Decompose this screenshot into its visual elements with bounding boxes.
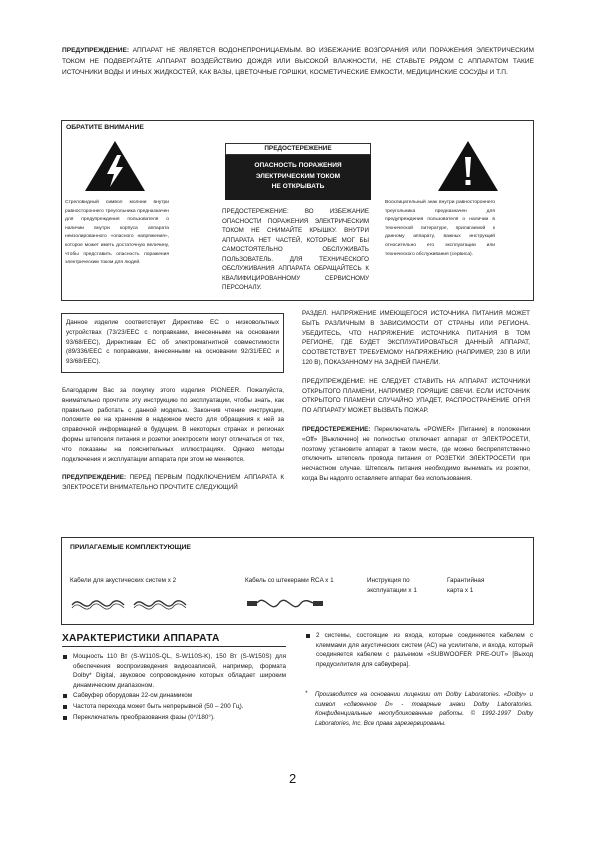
first-connection-warning-text: ПЕРЕД ПЕРВЫМ ПОДКЛЮЧЕНИЕМ АППАРАТА К ЭЛЕКТРОСЕТИ ВНИМАТЕЛЬНО ПРОЧТИТЕ СЛЕДУЮЩИЙ (62, 474, 284, 492)
warranty-card-line-2: карта х 1 (447, 586, 474, 594)
caution-danger-line-1: ОПАСНОСТЬ ПОРАЖЕНИЯ (254, 162, 342, 169)
specs-title: ХАРАКТЕРИСТИКИ АППАРАТА (62, 633, 220, 644)
specs-divider (62, 646, 286, 647)
open-flame-warning: ПРЕДУПРЕЖДЕНИЕ: НЕ СЛЕДУЕТ СТАВИТЬ НА АППАРАТ ИСТОЧНИКИ ОТКРЫТОГО ПЛАМЕНИ, НАПРИМЕР, ГОРЯЩИЕ СВЕЧИ. ЕСЛИ ИСТОЧНИК ОТКРЫТОГО ПЛАМЕНИ СЛУЧАЙНО УПАДЕТ, РАСПРОСТРАНЕНИЕ ОГНЯ ПО АППАРАТУ МОЖЕТ ВЫЗВАТЬ ПОЖАР. (302, 377, 530, 415)
top-warning-label: ПРЕДУПРЕЖДЕНИЕ: (62, 47, 130, 54)
first-connection-warning-label: ПРЕДУПРЕЖДЕНИЕ: (62, 474, 127, 482)
caution-title: ПРЕДОСТЕРЕЖЕНИЕ (225, 143, 371, 155)
speaker-cable-illustration (70, 593, 190, 620)
left-column (62, 386, 284, 493)
caution-danger-line-2: ЭЛЕКТРИЧЕСКИМ ТОКОМ (255, 172, 341, 180)
spec-item: Сабвуфер оборудован 22-см динамиком (62, 691, 286, 701)
spec-item: 2 системы, состоящие из входа, которые соединяется кабелем с клеммами для акустических систем (AC) на усилителе, и входа, который соединяется кабелем с разъемом «SUBWOOFER PRE-OUT» [Выход предусилителя для сабвуфера]. (305, 631, 533, 669)
ec-directive-box: Данное изделие соответствует Директиве ЕС о низковольтных устройствах (73/23/EEC с поправками, внесенными на основании 93/68/EEC), Директивам ЕС об электромагнитной совместимости (89/336/EEC с поправками, внесенными на основании 92/31/EEC и 93/68/EEC). (61, 313, 284, 373)
instruction-manual-line-2: эксплуатации х 1 (367, 586, 417, 594)
warranty-card-label (447, 576, 507, 595)
footnote-marker: * (305, 690, 308, 697)
power-switch-caution-label: ПРЕДОСТЕРЕЖЕНИЕ: (302, 425, 371, 433)
exclamation-warning-icon (436, 139, 500, 198)
power-switch-caution-text: Переключатель «POWER» [Питание] в положении «Off» [Выключено] не полностью отключает аппарат от ЭЛЕКТРОСЕТИ, поэтому установите аппарат в таком месте, где можно беспрепятственно отключить штепсель провода питания от РОЗЕТКИ ЭЛЕКТРОСЕТИ при несчастном случае. Штепсель питания необходимо вынимать из розетки, когда Вы надолго оставляете аппарат без использования. (302, 425, 530, 482)
speaker-cables-label: Кабели для акустических систем х 2 (70, 577, 177, 584)
attention-title: ОБРАТИТЕ ВНИМАНИЕ (66, 124, 144, 131)
thanks-paragraph: Благодарим Вас за покупку этого изделия PIONEER. Пожалуйста, внимательно прочтите эту инструкцию по эксплуатации, чтобы знать, как правильно работать с данной моделью. Закончив чтение инструкции, положите ее на хранение в надежное место для обращения к ней за справочной информацией в будущем. В некоторых странах и регионах формы штепселя питания и розетки электросети могут отличаться от тех, что показаны на пояснительных иллюстрациях. Однако методы подключения и эксплуатации аппарата при этом не меняются. (62, 387, 284, 463)
exclamation-explanation: Восклицательный знак внутри равностороннего треугольника предназначен для предупреждения пользователя о наличии в технической литературе, прилагаемой к данному аппарату, важных инструкций относительно его эксплуатации или технического обслуживания (сервиса). (385, 200, 495, 257)
attention-box (61, 120, 534, 301)
top-warning (62, 45, 534, 78)
instruction-manual-line-1: Инструкция по (367, 577, 410, 584)
dolby-footnote: Производится на основании лицензии от Dolby Laboratories. «Dolby» и символ «сдвоенное D» - товарные знаки Dolby Laboratories. Конфиденциальные неопубликованные работы. © 1992-1997 Dolby Laboratories, Inc. Все права зарезервированы. (315, 691, 533, 727)
first-connection-warning (62, 473, 284, 493)
power-switch-caution (302, 425, 530, 484)
accessories-box (61, 537, 534, 625)
right-column (302, 309, 530, 493)
caution-text: ПРЕДОСТЕРЕЖЕНИЕ: ВО ИЗБЕЖАНИЕ ОПАСНОСТИ ПОРАЖЕНИЯ ЭЛЕКТРИЧЕСКИМ ТОКОМ НЕ СНИМАЙТЕ КРЫШКУ. ВНУТРИ АППАРАТА НЕТ ЧАСТЕЙ, КОТОРЫЕ МОГ БЫ САМОСТОЯТЕЛЬНО ОБСЛУЖИВАТЬ ПОЛЬЗОВАТЕЛЬ. ДЛЯ ТЕХНИЧЕСКОГО ОБСЛУЖИВАНИЯ АППАРАТА ОБРАЩАЙТЕСЬ К КВАЛИФИЦИРОВАННОМУ СЕРВИСНОМУ ПЕРСОНАЛУ. (222, 208, 369, 291)
rca-cable-label: Кабель со штекерами RCA х 1 (245, 577, 334, 584)
caution-danger-label (225, 155, 371, 200)
top-warning-text: АППАРАТ НЕ ЯВЛЯЕТСЯ ВОДОНЕПРОНИЦАЕМЫМ. ВО ИЗБЕЖАНИЕ ВОЗГОРАНИЯ ИЛИ ПОРАЖЕНИЯ ЭЛЕКТРИЧЕСКИМ ТОКОМ НЕ ПОДВЕРГАЙТЕ АППАРАТ ВОЗДЕЙСТВИЮ ДОЖДЯ ИЛИ ВЫСОКОЙ ВЛАЖНОСТИ, НЕ СТАВЬТЕ РЯДОМ С АППАРАТОМ ТАКИЕ ИСТОЧНИКИ ВОДЫ И ИНЫХ ЖИДКОСТЕЙ, КАК ВАЗЫ, ЦВЕТОЧНЫЕ ГОРШКИ, КОСМЕТИЧЕСКИЕ ЕМКОСТИ, МЕДИЦИНСКИЕ СОСУДЫ И Т.П. (62, 47, 534, 76)
accessories-title: ПРИЛАГАЕМЫЕ КОМПЛЕКТУЮЩИЕ (70, 544, 191, 551)
specs-right-list (305, 631, 533, 670)
spec-item: Мощность 110 Вт (S-W110S-QL, S-W110S-K), 150 Вт (S-W150S) для обеспечения воспроизведения видеозаписей, например, формата Dolby* Digital, звуковое сопровождение которых обладает широким динамическим диапазоном. (62, 652, 286, 690)
spec-item: Переключатель преобразования фазы (0°/180°). (62, 713, 286, 723)
specs-list (62, 652, 286, 723)
instruction-manual-label (367, 576, 427, 595)
page-number: 2 (289, 771, 297, 786)
spec-item: Частота перехода может быть непрерывной (50 – 200 Гц). (62, 702, 286, 712)
voltage-paragraph: РАЗДЕЛ. НАПРЯЖЕНИЕ ИМЕЮЩЕГОСЯ ИСТОЧНИКА ПИТАНИЯ МОЖЕТ БЫТЬ РАЗЛИЧНЫМ В ЗАВИСИМОСТИ ОТ СТРАНЫ ИЛИ РЕГИОНА. УБЕДИТЕСЬ, ЧТО НАПРЯЖЕНИЕ ИСТОЧНИКА ПИТАНИЯ В ТОМ РЕГИОНЕ, ГДЕ БУДЕТ ЭКСПЛУАТИРОВАТЬСЯ ДАННЫЙ АППАРАТ, СООТВЕТСТВУЕТ ТРЕБУЕМОМУ НАПРЯЖЕНИЮ (НАПРИМЕР, 230 В ИЛИ 120 В), ПОКАЗАННОМУ НА ЗАДНЕЙ ПАНЕЛИ. (302, 310, 530, 366)
rca-cable-illustration (245, 593, 325, 620)
lightning-warning-icon (83, 139, 147, 198)
lightning-explanation: Стреловидный символ молнии внутри равностороннего треугольника предназначен для предупреждения пользователя о наличии внутри корпуса аппарата неизолированного «опасного напряжения», которое может иметь достаточную величину, чтобы представить опасность поражения электрическим током для людей. (65, 200, 169, 266)
caution-danger-line-3: НЕ ОТКРЫВАТЬ (271, 183, 325, 190)
warranty-card-line-1: Гарантийная (447, 577, 485, 584)
